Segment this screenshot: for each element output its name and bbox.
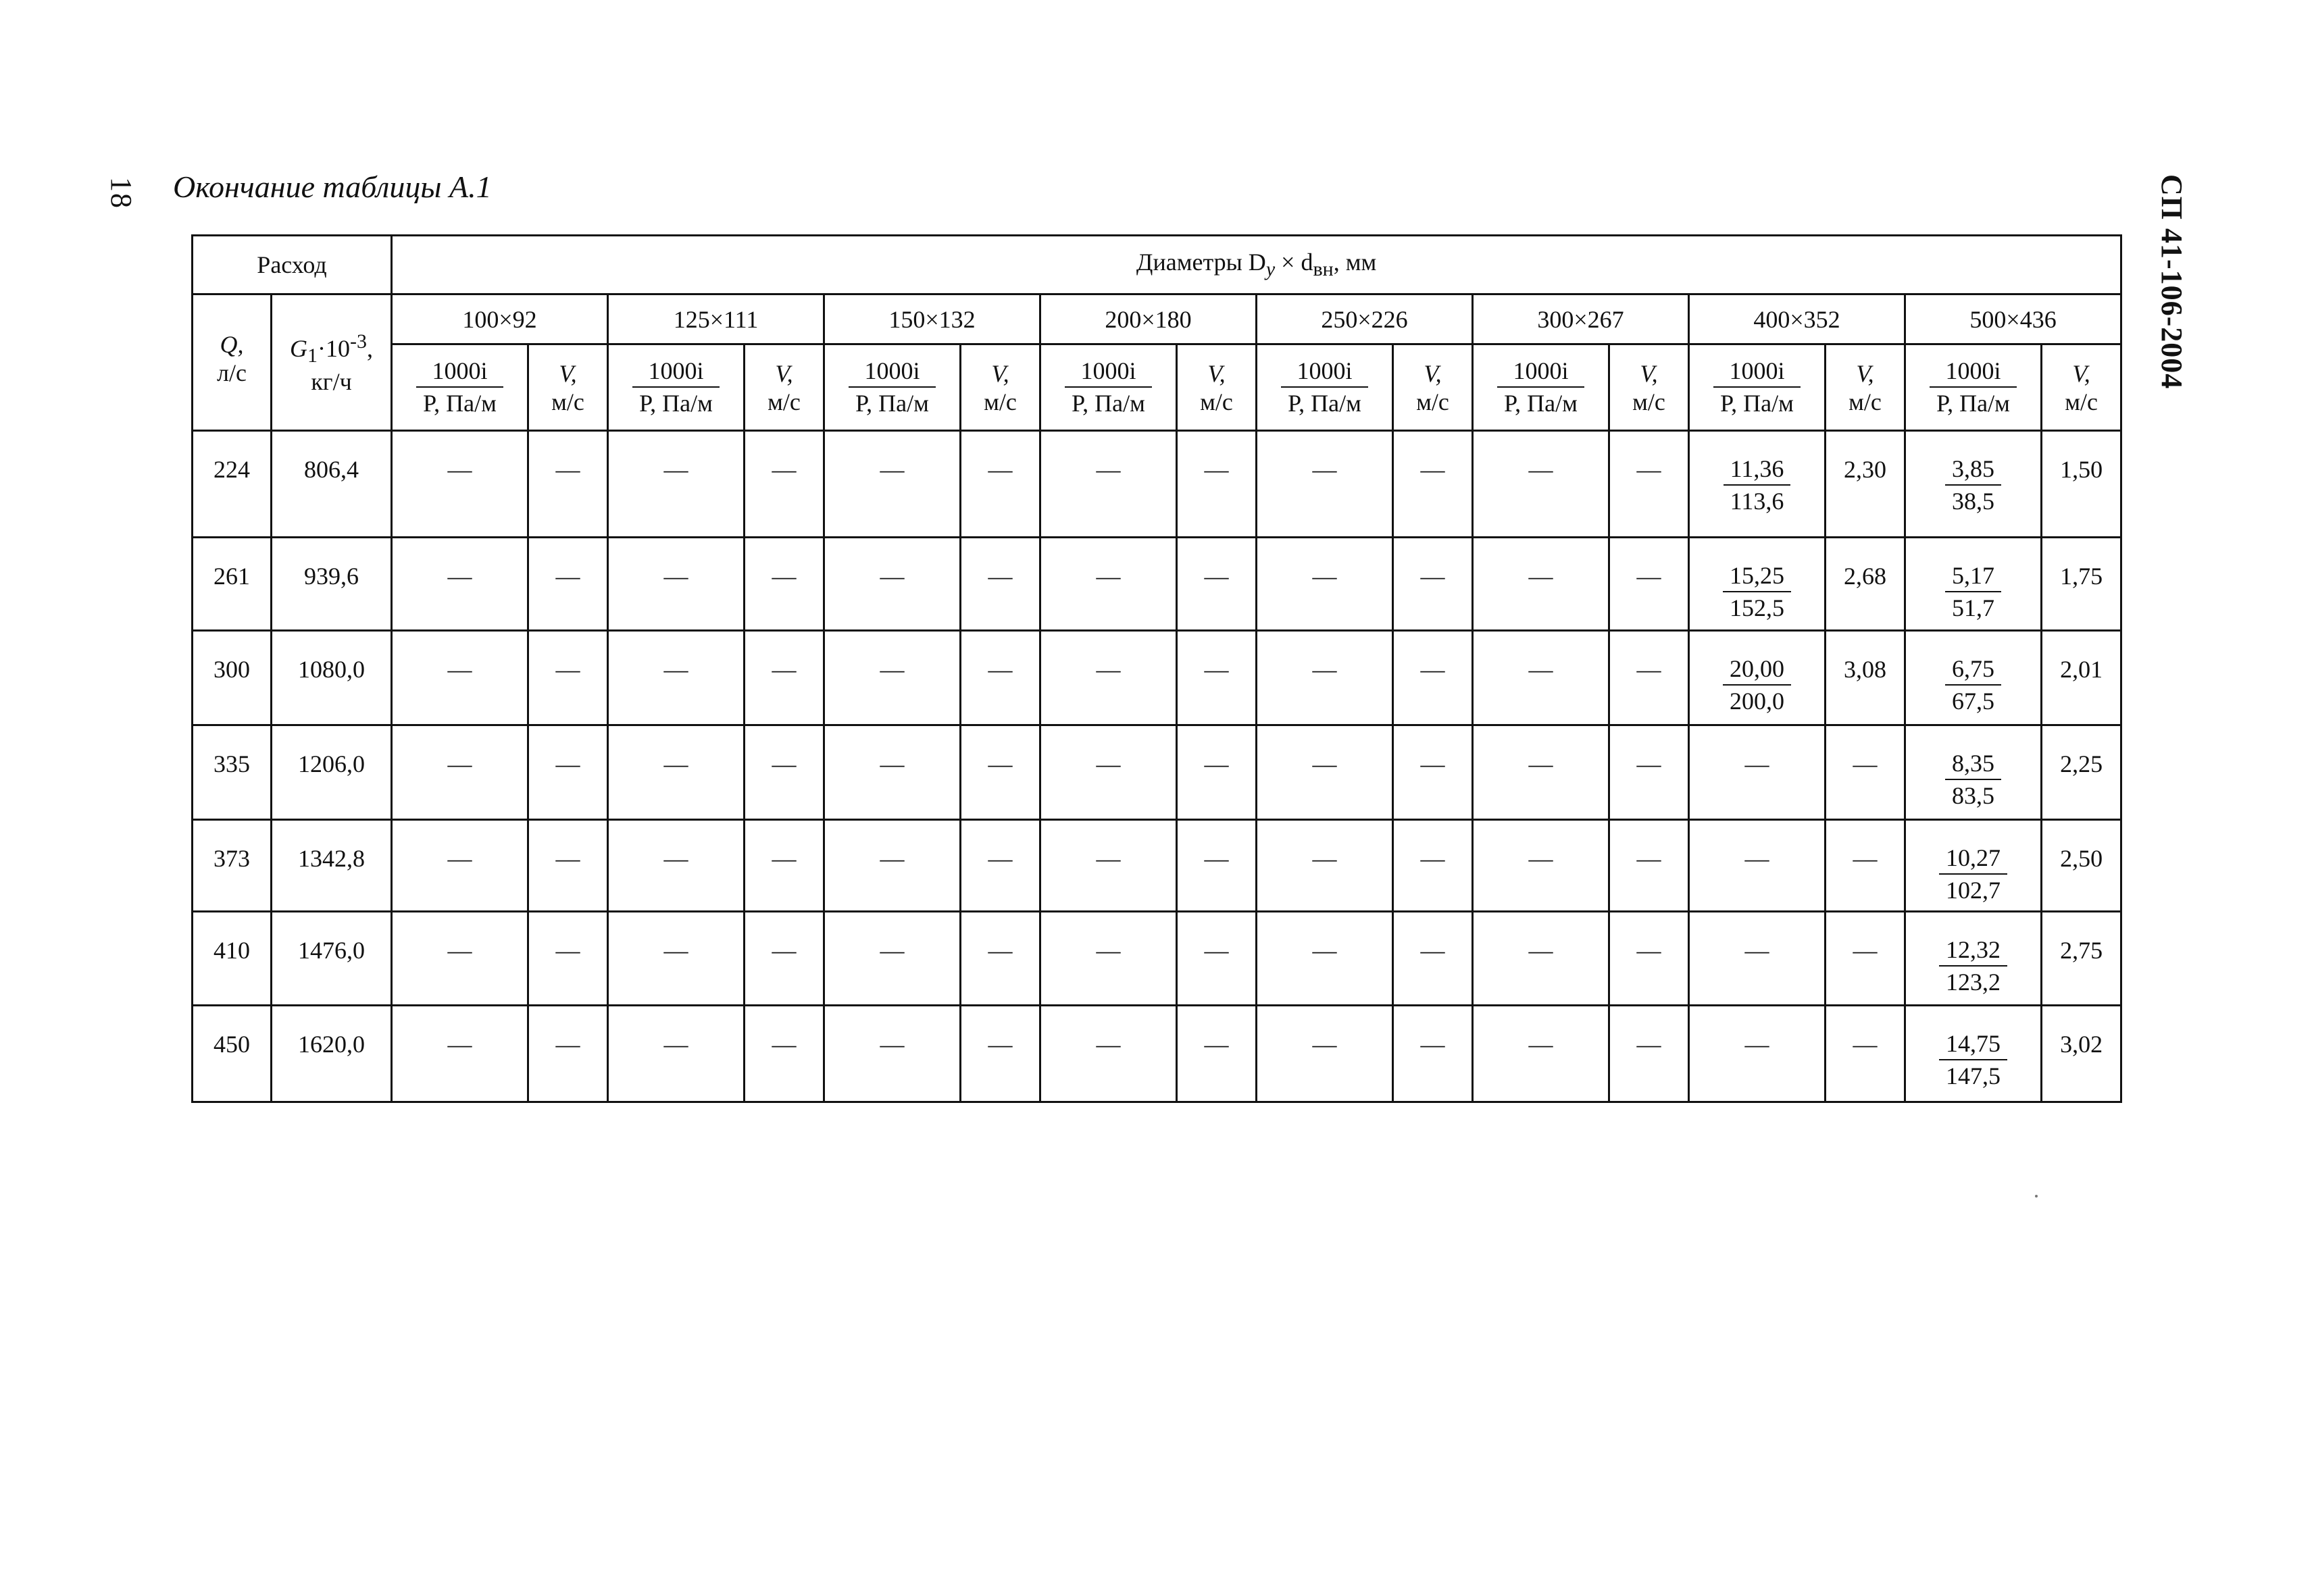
empty-dash-cell: — [528,912,608,1006]
velocity-cell: 2,50 [2042,820,2121,912]
velocity-cell: 2,30 [1826,431,1905,538]
gradient-header [824,344,961,431]
empty-dash-cell: — [608,725,745,820]
diameters-sub-vn: вн [1313,258,1334,281]
velocity-header [961,344,1040,431]
gradient-value: 12,32 [1939,936,2007,967]
empty-dash-cell: — [1393,1006,1473,1102]
table-row [193,1006,2121,1102]
size-header: 300×267 [1473,294,1689,344]
flow-g-cell: 1620,0 [272,1006,392,1102]
gradient-header [1473,344,1609,431]
gradient-numerator: 1000i [1281,357,1368,388]
diameters-text: Диаметры D [1136,249,1266,276]
flow-g-cell: 1206,0 [272,725,392,820]
empty-dash-cell: — [1257,431,1393,538]
velocity-header [745,344,824,431]
q-unit: л/с [217,359,247,386]
empty-dash-cell: — [1609,538,1689,631]
velocity-unit: м/с [1200,388,1233,415]
empty-dash-cell: — [961,820,1040,912]
empty-dash-cell: — [528,820,608,912]
gradient-cell [1689,631,1826,725]
size-header: 250×226 [1257,294,1473,344]
gradient-cell [1905,725,2042,820]
gradient-numerator: 1000i [416,357,503,388]
pressure-value: 51,7 [1952,594,1995,622]
empty-dash-cell: — [1257,538,1393,631]
empty-dash-cell: — [1473,538,1609,631]
gradient-fraction [1065,357,1152,417]
empty-dash-cell: — [824,820,961,912]
velocity-label: V, [775,359,793,387]
flow-q-cell: 373 [193,820,272,912]
table-row [193,431,2121,538]
flow-q-cell: 261 [193,538,272,631]
velocity-unit: м/с [1416,388,1449,415]
gradient-numerator: 1000i [632,357,720,388]
empty-dash-cell: — [745,431,824,538]
empty-dash-cell: — [1177,820,1257,912]
empty-dash-cell: — [608,820,745,912]
empty-dash-cell: — [1826,820,1905,912]
velocity-label: V, [1856,359,1874,387]
empty-dash-cell: — [1257,912,1393,1006]
gradient-cell [1905,820,2042,912]
empty-dash-cell: — [1040,1006,1177,1102]
velocity-label: V, [559,359,577,387]
empty-dash-cell: — [824,725,961,820]
gradient-value: 15,25 [1723,562,1791,592]
velocity-cell: 3,08 [1826,631,1905,725]
velocity-cell: 1,75 [2042,538,2121,631]
pressure-value: 113,6 [1730,488,1784,515]
gradient-cell [1905,631,2042,725]
gradient-fraction [1930,357,2017,417]
empty-dash-cell: — [1040,912,1177,1006]
gradient-numerator: 1000i [1930,357,2017,388]
gradient-value: 11,36 [1724,455,1791,486]
empty-dash-cell: — [1473,725,1609,820]
flow-g-cell: 939,6 [272,538,392,631]
g-sup: -3 [350,330,367,353]
size-header: 150×132 [824,294,1040,344]
g-mid: ·10 [318,335,350,362]
g-tail: , [367,335,373,362]
empty-dash-cell: — [528,431,608,538]
gradient-denominator: P, Па/м [1504,390,1578,417]
gradient-fraction [1281,357,1368,417]
empty-dash-cell: — [1473,820,1609,912]
empty-dash-cell: — [1393,912,1473,1006]
empty-dash-cell: — [392,912,528,1006]
empty-dash-cell: — [608,538,745,631]
value-fraction [1939,1030,2007,1090]
velocity-cell: 2,75 [2042,912,2121,1006]
empty-dash-cell: — [1689,725,1826,820]
empty-dash-cell: — [1609,631,1689,725]
velocity-unit: м/с [2065,388,2098,415]
table-row [193,725,2121,820]
pressure-value: 123,2 [1946,969,2001,996]
velocity-label: V, [2072,359,2090,387]
gradient-cell [1905,912,2042,1006]
gradient-header [1257,344,1393,431]
gradient-fraction [849,357,936,417]
gradient-numerator: 1000i [1065,357,1152,388]
value-fraction [1724,455,1791,515]
gradient-value: 20,00 [1723,655,1791,686]
empty-dash-cell: — [1393,820,1473,912]
gradient-fraction [1497,357,1584,417]
gradient-cell [1905,1006,2042,1102]
flow-q-cell: 410 [193,912,272,1006]
q-header [193,294,272,431]
size-header: 400×352 [1689,294,1905,344]
gradient-denominator: P, Па/м [1288,390,1361,417]
velocity-cell: 1,50 [2042,431,2121,538]
empty-dash-cell: — [824,538,961,631]
empty-dash-cell: — [961,725,1040,820]
empty-dash-cell: — [608,631,745,725]
q-label: Q, [220,331,244,358]
empty-dash-cell: — [1040,725,1177,820]
document-code: СП 41-106-2004 [2155,174,2188,390]
velocity-unit: м/с [984,388,1017,415]
empty-dash-cell: — [1609,1006,1689,1102]
pressure-value: 147,5 [1946,1062,2001,1090]
table-caption: Окончание таблицы А.1 [173,170,492,204]
flow-header: Расход [193,236,392,294]
empty-dash-cell: — [745,725,824,820]
velocity-unit: м/с [551,388,584,415]
empty-dash-cell: — [824,631,961,725]
gradient-value: 14,75 [1939,1030,2007,1060]
gradient-denominator: P, Па/м [1720,390,1794,417]
empty-dash-cell: — [1393,725,1473,820]
pressure-value: 200,0 [1730,688,1785,715]
gradient-denominator: P, Па/м [855,390,929,417]
empty-dash-cell: — [1473,631,1609,725]
gradient-header [1689,344,1826,431]
empty-dash-cell: — [961,912,1040,1006]
velocity-label: V, [1424,359,1442,387]
velocity-unit: м/с [1632,388,1665,415]
empty-dash-cell: — [392,1006,528,1102]
empty-dash-cell: — [1040,820,1177,912]
diameters-header [392,236,2121,294]
empty-dash-cell: — [1177,538,1257,631]
velocity-unit: м/с [768,388,801,415]
gradient-numerator: 1000i [1497,357,1584,388]
pressure-value: 102,7 [1946,877,2001,904]
empty-dash-cell: — [1393,538,1473,631]
pressure-value: 152,5 [1730,594,1785,622]
hydraulic-table [191,234,2122,1103]
empty-dash-cell: — [1393,631,1473,725]
empty-dash-cell: — [824,1006,961,1102]
table-row [193,631,2121,725]
velocity-cell: 2,68 [1826,538,1905,631]
empty-dash-cell: — [1257,1006,1393,1102]
gradient-denominator: P, Па/м [423,390,497,417]
velocity-header [2042,344,2121,431]
table-row [193,820,2121,912]
gradient-header [1905,344,2042,431]
velocity-header [1393,344,1473,431]
value-fraction [1945,455,2001,515]
gradient-value: 6,75 [1945,655,2001,686]
empty-dash-cell: — [824,912,961,1006]
empty-dash-cell: — [1257,725,1393,820]
empty-dash-cell: — [1177,1006,1257,1102]
size-header: 100×92 [392,294,608,344]
empty-dash-cell: — [1257,820,1393,912]
value-fraction [1945,655,2001,715]
empty-dash-cell: — [528,631,608,725]
gradient-value: 5,17 [1945,562,2001,592]
empty-dash-cell: — [824,431,961,538]
empty-dash-cell: — [745,820,824,912]
flow-g-cell: 1476,0 [272,912,392,1006]
gradient-denominator: P, Па/м [639,390,713,417]
empty-dash-cell: — [961,538,1040,631]
empty-dash-cell: — [392,431,528,538]
gradient-denominator: P, Па/м [1936,390,2010,417]
velocity-label: V, [991,359,1009,387]
size-header: 125×111 [608,294,824,344]
value-fraction [1723,655,1791,715]
g-unit: кг/ч [311,368,352,396]
gradient-fraction [1713,357,1801,417]
pressure-value: 83,5 [1952,782,1995,810]
table-row [193,912,2121,1006]
empty-dash-cell: — [528,1006,608,1102]
gradient-denominator: P, Па/м [1072,390,1145,417]
gradient-cell [1905,538,2042,631]
empty-dash-cell: — [1473,431,1609,538]
empty-dash-cell: — [1473,1006,1609,1102]
velocity-label: V, [1207,359,1226,387]
diameters-sub-y: y [1265,258,1276,281]
pressure-value: 67,5 [1952,688,1995,715]
size-header: 200×180 [1040,294,1257,344]
empty-dash-cell: — [392,725,528,820]
flow-g-cell: 1342,8 [272,820,392,912]
page-number: 18 [105,177,138,209]
velocity-cell: 2,25 [2042,725,2121,820]
empty-dash-cell: — [961,431,1040,538]
empty-dash-cell: — [392,538,528,631]
value-fraction [1939,844,2007,904]
empty-dash-cell: — [1609,912,1689,1006]
empty-dash-cell: — [1473,912,1609,1006]
empty-dash-cell: — [1826,725,1905,820]
gradient-header [1040,344,1177,431]
flow-q-cell: 224 [193,431,272,538]
gradient-header [392,344,528,431]
empty-dash-cell: — [1609,431,1689,538]
empty-dash-cell: — [1177,725,1257,820]
velocity-header [1609,344,1689,431]
empty-dash-cell: — [1040,431,1177,538]
gradient-numerator: 1000i [849,357,936,388]
empty-dash-cell: — [1177,431,1257,538]
size-header: 500×436 [1905,294,2121,344]
empty-dash-cell: — [1689,820,1826,912]
empty-dash-cell: — [745,912,824,1006]
g-label: G [290,335,307,362]
velocity-header [528,344,608,431]
empty-dash-cell: — [392,820,528,912]
empty-dash-cell: — [745,538,824,631]
velocity-header [1177,344,1257,431]
g-header [272,294,392,431]
empty-dash-cell: — [1826,912,1905,1006]
flow-g-cell: 806,4 [272,431,392,538]
empty-dash-cell: — [1609,820,1689,912]
gradient-fraction [416,357,503,417]
empty-dash-cell: — [1689,1006,1826,1102]
gradient-value: 3,85 [1945,455,2001,486]
velocity-cell: 2,01 [2042,631,2121,725]
velocity-header [1826,344,1905,431]
value-fraction [1939,936,2007,996]
gradient-fraction [632,357,720,417]
empty-dash-cell: — [608,912,745,1006]
diameters-tail: , мм [1333,249,1377,276]
empty-dash-cell: — [1609,725,1689,820]
g-sub: 1 [307,344,318,367]
empty-dash-cell: — [745,1006,824,1102]
gradient-header [608,344,745,431]
pressure-value: 38,5 [1952,488,1995,515]
flow-q-cell: 335 [193,725,272,820]
gradient-numerator: 1000i [1713,357,1801,388]
empty-dash-cell: — [1177,631,1257,725]
empty-dash-cell: — [1826,1006,1905,1102]
empty-dash-cell: — [608,431,745,538]
gradient-cell [1689,538,1826,631]
table-row [193,538,2121,631]
empty-dash-cell: — [1040,538,1177,631]
gradient-value: 8,35 [1945,750,2001,780]
empty-dash-cell: — [1393,431,1473,538]
velocity-unit: м/с [1848,388,1882,415]
velocity-label: V, [1640,359,1658,387]
value-fraction [1945,562,2001,622]
empty-dash-cell: — [1689,912,1826,1006]
empty-dash-cell: — [745,631,824,725]
empty-dash-cell: — [961,631,1040,725]
empty-dash-cell: — [961,1006,1040,1102]
empty-dash-cell: — [528,538,608,631]
gradient-value: 10,27 [1939,844,2007,875]
value-fraction [1945,750,2001,810]
speck [2035,1195,2038,1198]
empty-dash-cell: — [608,1006,745,1102]
gradient-cell [1689,431,1826,538]
empty-dash-cell: — [1177,912,1257,1006]
empty-dash-cell: — [392,631,528,725]
empty-dash-cell: — [528,725,608,820]
flow-q-cell: 300 [193,631,272,725]
diameters-mid: × d [1275,249,1313,276]
flow-q-cell: 450 [193,1006,272,1102]
empty-dash-cell: — [1040,631,1177,725]
empty-dash-cell: — [1257,631,1393,725]
value-fraction [1723,562,1791,622]
gradient-cell [1905,431,2042,538]
velocity-cell: 3,02 [2042,1006,2121,1102]
flow-g-cell: 1080,0 [272,631,392,725]
